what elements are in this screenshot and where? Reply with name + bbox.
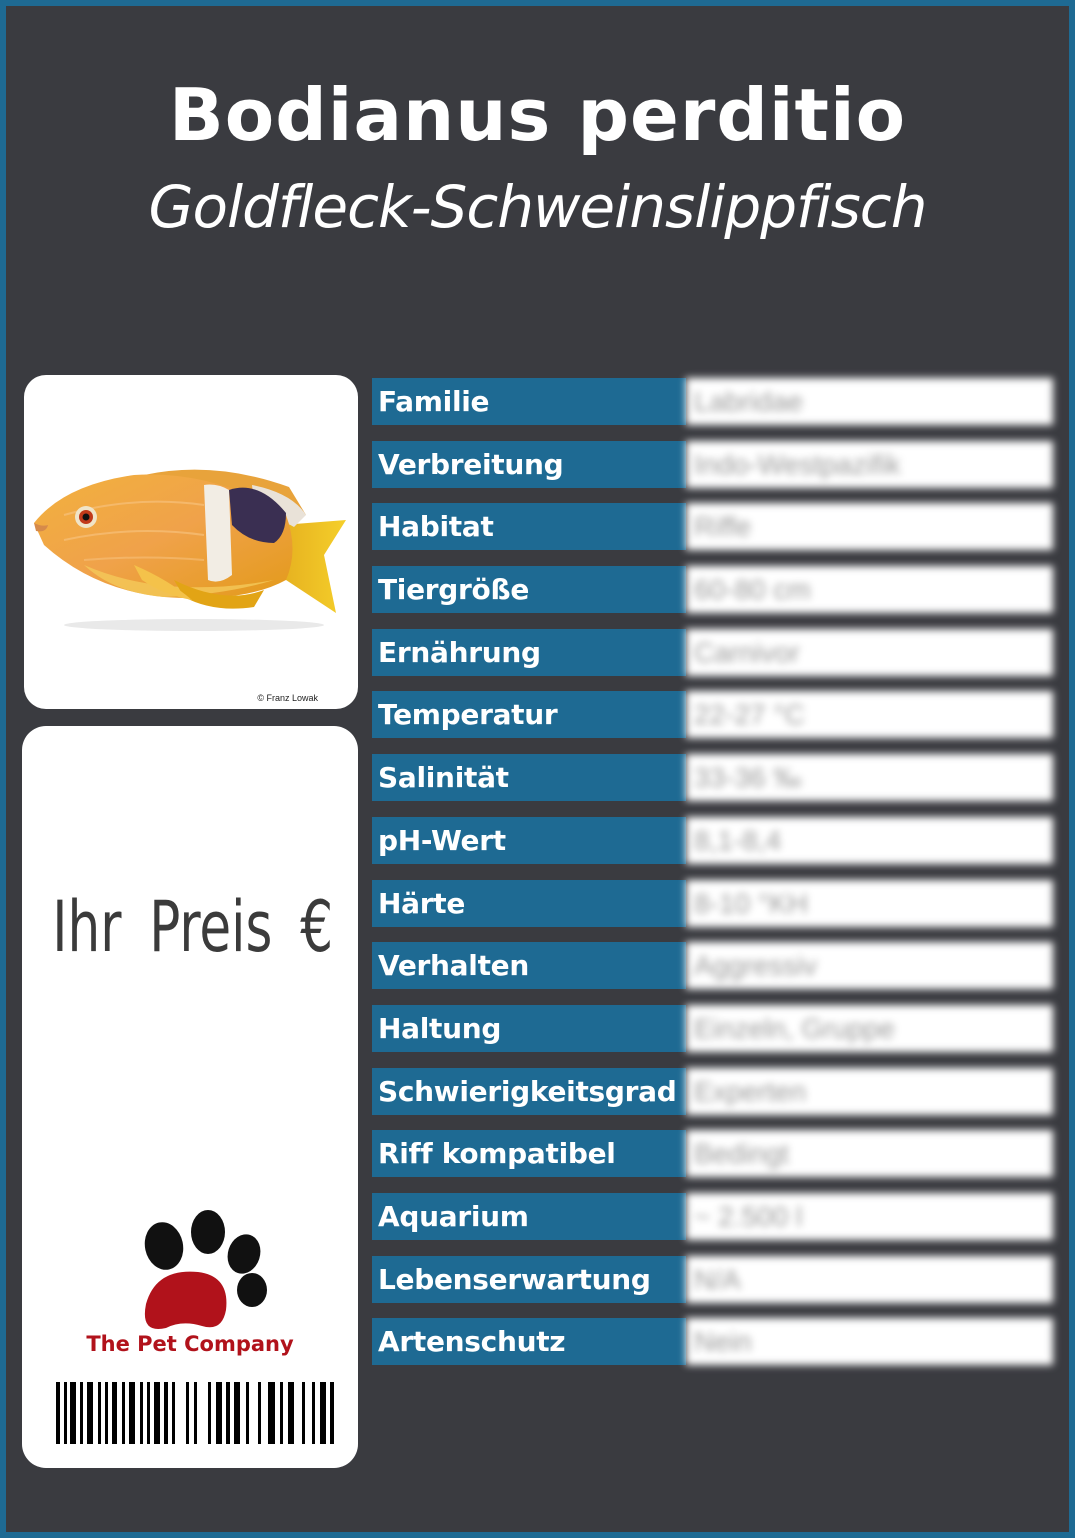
fact-value: Indo-Westpazifik (686, 441, 1053, 488)
common-name-subtitle: Goldfleck-Schweinslippfisch (148, 173, 927, 241)
fact-row-temperatur (372, 691, 1053, 738)
fact-label: Temperatur (372, 691, 686, 738)
fact-row-ernaehrung (372, 629, 1053, 676)
fact-row-haerte (372, 880, 1053, 927)
scientific-name-title: Bodianus perditio (168, 73, 907, 157)
fact-row-riff-kompatibel (372, 1130, 1053, 1177)
fact-value: Bedingt (686, 1130, 1053, 1177)
fact-label: Ernährung (372, 629, 686, 676)
fact-row-ph-wert (372, 817, 1053, 864)
fact-value: ~ 2.500 l (686, 1193, 1053, 1240)
fact-label: Aquarium (372, 1193, 686, 1240)
fact-label: Salinität (372, 754, 686, 801)
paw-logo-icon (126, 1206, 276, 1336)
fact-label: Riff kompatibel (372, 1130, 686, 1177)
fish-photo-panel (24, 375, 358, 709)
fact-row-salinitaet (372, 754, 1053, 801)
fact-row-tiergroesse (372, 566, 1053, 613)
fact-value: 8-10 °KH (686, 880, 1053, 927)
fact-label: Schwierigkeitsgrad (372, 1068, 686, 1115)
fact-label: Verhalten (372, 942, 686, 989)
fact-label: Tiergröße (372, 566, 686, 613)
fact-row-verhalten (372, 942, 1053, 989)
facts-table (372, 378, 1053, 1381)
fact-label: Härte (372, 880, 686, 927)
fact-row-habitat (372, 503, 1053, 550)
brand-name: The Pet Company (86, 1332, 294, 1356)
fact-label: Haltung (372, 1005, 686, 1052)
fact-label: pH-Wert (372, 817, 686, 864)
fact-row-artenschutz (372, 1318, 1053, 1365)
price-label: Ihr Preis € (52, 886, 334, 968)
fact-label: Familie (372, 378, 686, 425)
fact-row-lebenserwartung (372, 1256, 1053, 1303)
fact-value: 22-27 °C (686, 691, 1053, 738)
fact-value: N/A (686, 1256, 1053, 1303)
fact-row-haltung (372, 1005, 1053, 1052)
fact-value: Einzeln, Gruppe (686, 1005, 1053, 1052)
fact-label: Artenschutz (372, 1318, 686, 1365)
fact-row-verbreitung (372, 441, 1053, 488)
barcode (56, 1382, 336, 1444)
fact-value: 8,1-8,4 (686, 817, 1053, 864)
fact-label: Habitat (372, 503, 686, 550)
fact-value: 60-80 cm (686, 566, 1053, 613)
fish-photo (24, 375, 358, 709)
fact-value: Nein (686, 1318, 1053, 1365)
fact-value: Labridae (686, 378, 1053, 425)
fact-label: Lebenserwartung (372, 1256, 686, 1303)
photo-credit: © Franz Lowak (257, 693, 318, 703)
fact-value: Carnivor (686, 629, 1053, 676)
fact-label: Verbreitung (372, 441, 686, 488)
fact-value: Experten (686, 1068, 1053, 1115)
fact-row-familie (372, 378, 1053, 425)
fact-value: Riffe (686, 503, 1053, 550)
price-panel (22, 726, 358, 1468)
fact-row-aquarium (372, 1193, 1053, 1240)
fact-row-schwierigkeitsgrad (372, 1068, 1053, 1115)
fact-value: Aggressiv (686, 942, 1053, 989)
fact-value: 33-36 ‰ (686, 754, 1053, 801)
